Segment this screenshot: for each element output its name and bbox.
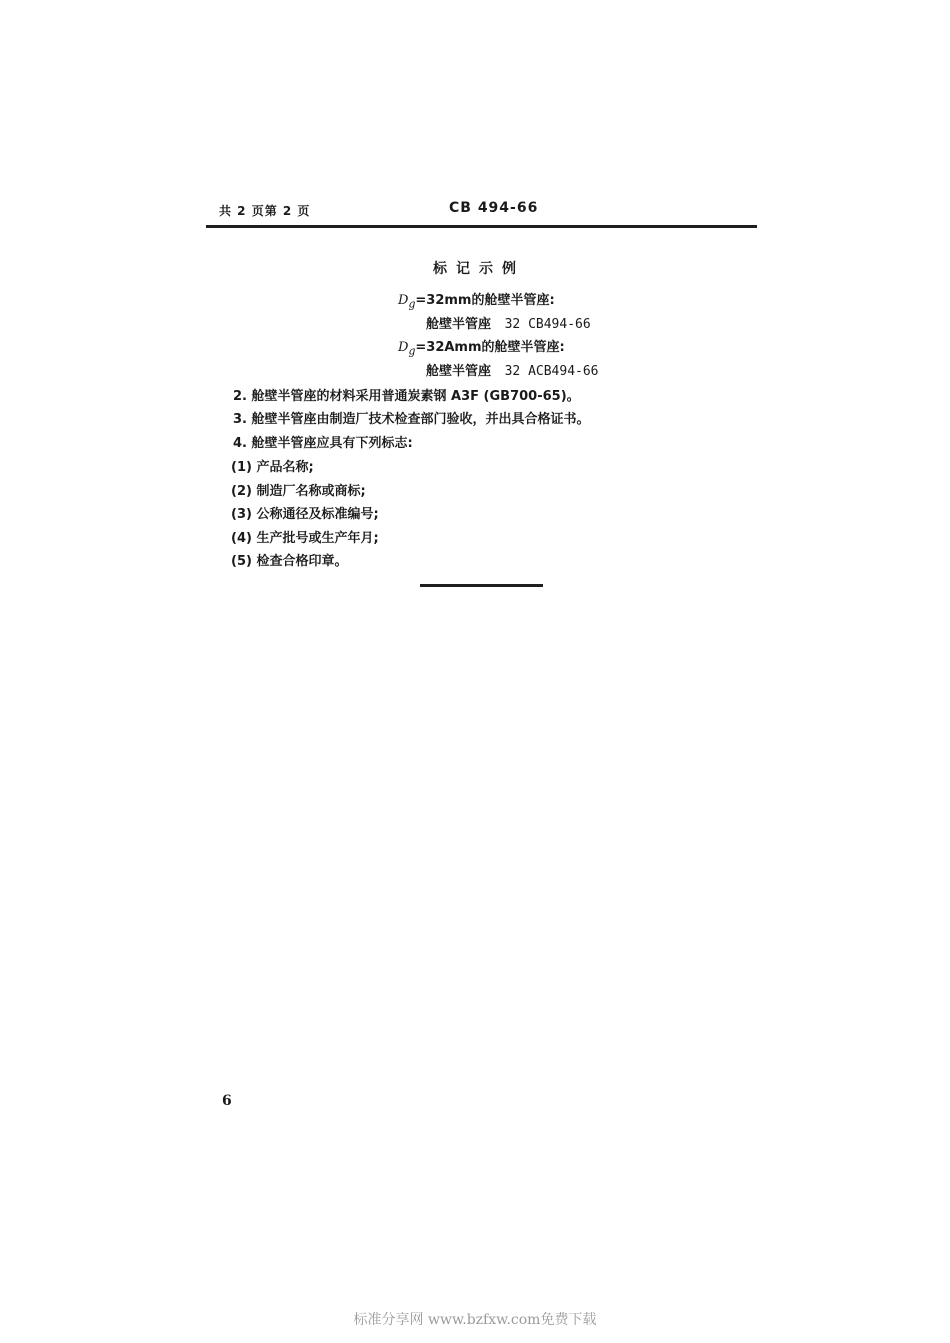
end-divider <box>420 584 543 587</box>
standard-code: CB 494-66 <box>449 200 539 216</box>
marking-item-4: (4) 生产批号或生产年月; <box>231 531 379 546</box>
dg-subscript: g <box>408 344 416 358</box>
marking-item-3: (3) 公称通径及标准编号; <box>231 507 379 522</box>
clause-3-inspection: 3. 舱壁半管座由制造厂技术检查部门验收，并出具合格证书。 <box>233 412 590 427</box>
dg-symbol: D <box>398 293 409 308</box>
marking-item-2: (2) 制造厂名称或商标; <box>231 484 366 499</box>
watermark-text: 标准分享网 www.bzfxw.com免费下载 <box>353 1312 597 1328</box>
page-info: 共 2 页第 2 页 <box>219 204 311 218</box>
page-number: 6 <box>222 1093 232 1109</box>
example1-marking <box>426 313 591 332</box>
example2-condition-text: =32Amm的舱壁半管座: <box>415 340 565 355</box>
example1-name: 舱壁半管座 <box>426 317 492 332</box>
example1-condition-text: =32mm的舱壁半管座: <box>415 293 555 308</box>
clause-2-material: 2. 舱壁半管座的材料采用普通炭素钢 A3F (GB700-65)。 <box>233 389 580 404</box>
example1-condition <box>398 289 555 311</box>
example2-name: 舱壁半管座 <box>426 364 492 379</box>
example1-designation: 32 CB494-66 <box>504 317 591 332</box>
example2-designation: 32 ACB494-66 <box>504 364 599 379</box>
dg-symbol: D <box>398 340 409 355</box>
header-divider <box>206 225 757 228</box>
marking-example-title: 标记示例 <box>433 261 525 277</box>
dg-subscript: g <box>408 297 416 311</box>
marking-item-1: (1) 产品名称; <box>231 460 314 475</box>
example2-condition <box>398 336 565 358</box>
clause-4-marking: 4. 舱壁半管座应具有下列标志: <box>233 436 413 451</box>
marking-item-5: (5) 检查合格印章。 <box>231 554 348 569</box>
example2-marking <box>426 360 599 379</box>
